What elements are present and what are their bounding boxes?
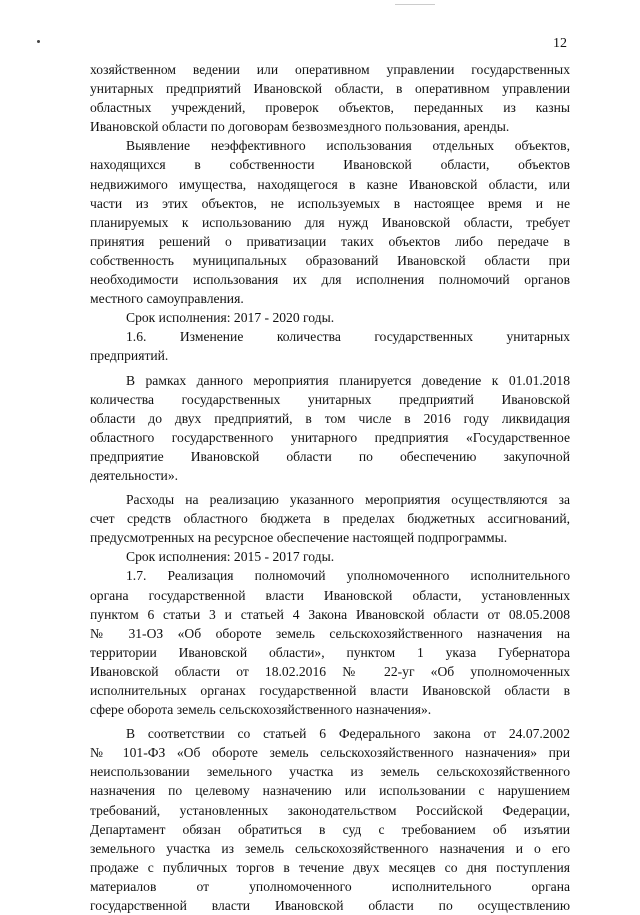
text-line: планируемых к использованию для нужд Ивановской области, требует [90,214,570,230]
text-line: предприятий. [90,348,169,364]
paragraph-item-1-7 [90,566,570,719]
text-line: предусмотренных на ресурсное обеспечение настоящей подпрограммы. [90,530,508,546]
text-line: продаже с публичных торгов в течение двух месяцев со дня поступления [90,859,570,875]
body-text [90,60,570,915]
text-line: В соответствии со статьей 6 Федерального закона от 24.07.2002 [126,726,570,742]
text-line: собственность муниципальных образований Ивановской области при [90,252,570,268]
paragraph-deadline-2017-2020 [90,308,570,327]
text-line: 1.6. Изменение количества государственных унитарных [126,329,570,345]
text-line: Ивановской области по договорам безвозмездного пользования, аренды. [90,119,510,135]
text-line: областного государственного унитарного предприятия «Государственное [90,429,570,445]
text-line: Департамент обязан обратиться в суд с требованием об изъятии [90,821,570,837]
text-line: органа государственной власти Ивановской области, установленных [90,587,570,603]
text-line: неиспользовании земельного участка из земель сельскохозяйственного [90,764,570,780]
text-line: назначения по целевому назначению или использовании с нарушением [90,783,570,799]
text-line: Выявление неэффективного использования отдельных объектов, [126,138,570,154]
text-line: Срок исполнения: 2015 - 2017 годы. [126,549,335,565]
text-line: материалов от уполномоченного исполнительного органа [90,878,570,894]
paragraph-federal-law-101 [90,724,570,915]
text-line: количества государственных унитарных предприятий Ивановской [90,391,570,407]
paragraph-inefficient-use [90,136,570,308]
text-line: предприятие Ивановской области по обеспечению закупочной [90,448,570,464]
text-line: деятельности». [90,467,179,483]
text-line: требований, установленных законодательством Российской Федерации, [90,802,570,818]
scan-speck [37,40,40,43]
text-line: местного самоуправления. [90,291,244,307]
scan-artifact [395,4,435,5]
text-line: счет средств областного бюджета в пределах бюджетных ассигнований, [90,511,570,527]
text-line: сфере оборота земель сельскохозяйственного назначения». [90,702,432,718]
text-line: 1.7. Реализация полномочий уполномоченного исполнительного [126,568,570,584]
text-line: части из этих объектов, не используемых в настоящее время и не [90,195,570,211]
page-number: 12 [553,36,567,51]
text-line: пунктом 6 статьи 3 и статьей 4 Закона Ивановской области от 08.05.2008 [90,606,570,622]
text-line: находящихся в собственности Ивановской области, объектов [90,157,570,173]
text-line: недвижимого имущества, находящегося в казне Ивановской области, или [90,176,570,192]
paragraph-property-management-checks [90,60,570,136]
text-line: Расходы на реализацию указанного мероприятия осуществляются за [126,492,570,508]
text-line: государственной власти Ивановской области по осуществлению [90,898,570,914]
text-line: № 101-ФЗ «Об обороте земель сельскохозяйственного назначения» при [90,745,570,761]
text-line: земельного участка из земель сельскохозяйственного назначения и о его [90,840,570,856]
text-line: области до двух предприятий, в том числе в 2016 году ликвидация [90,410,570,426]
text-line: территории Ивановской области», пунктом 1 указа Губернатора [90,644,570,660]
paragraph-funding [90,490,570,547]
paragraph-deadline-2015-2017 [90,547,570,566]
text-line: унитарных предприятий Ивановской области, в оперативном управлении [90,81,570,97]
text-line: В рамках данного мероприятия планируется доведение к 01.01.2018 [126,372,570,388]
paragraph-enterprise-reduction [90,371,570,486]
text-line: Ивановской области от 18.02.2016 № 22-уг «Об уполномоченных [90,663,570,679]
text-line: необходимости использования их для исполнения полномочий органов [90,272,570,288]
text-line: принятия решений о приватизации таких объектов либо передаче в [90,233,570,249]
text-line: хозяйственном ведении или оперативном управлении государственных [90,62,570,77]
text-line: исполнительных органах государственной власти Ивановской области в [90,683,570,698]
text-line: № 31-ОЗ «Об обороте земель сельскохозяйственного назначения на [90,625,570,641]
text-line: Срок исполнения: 2017 - 2020 годы. [126,310,335,326]
paragraph-item-1-6-heading [90,327,570,365]
text-line: областных учреждений, проверок объектов, переданных из казны [90,100,570,116]
